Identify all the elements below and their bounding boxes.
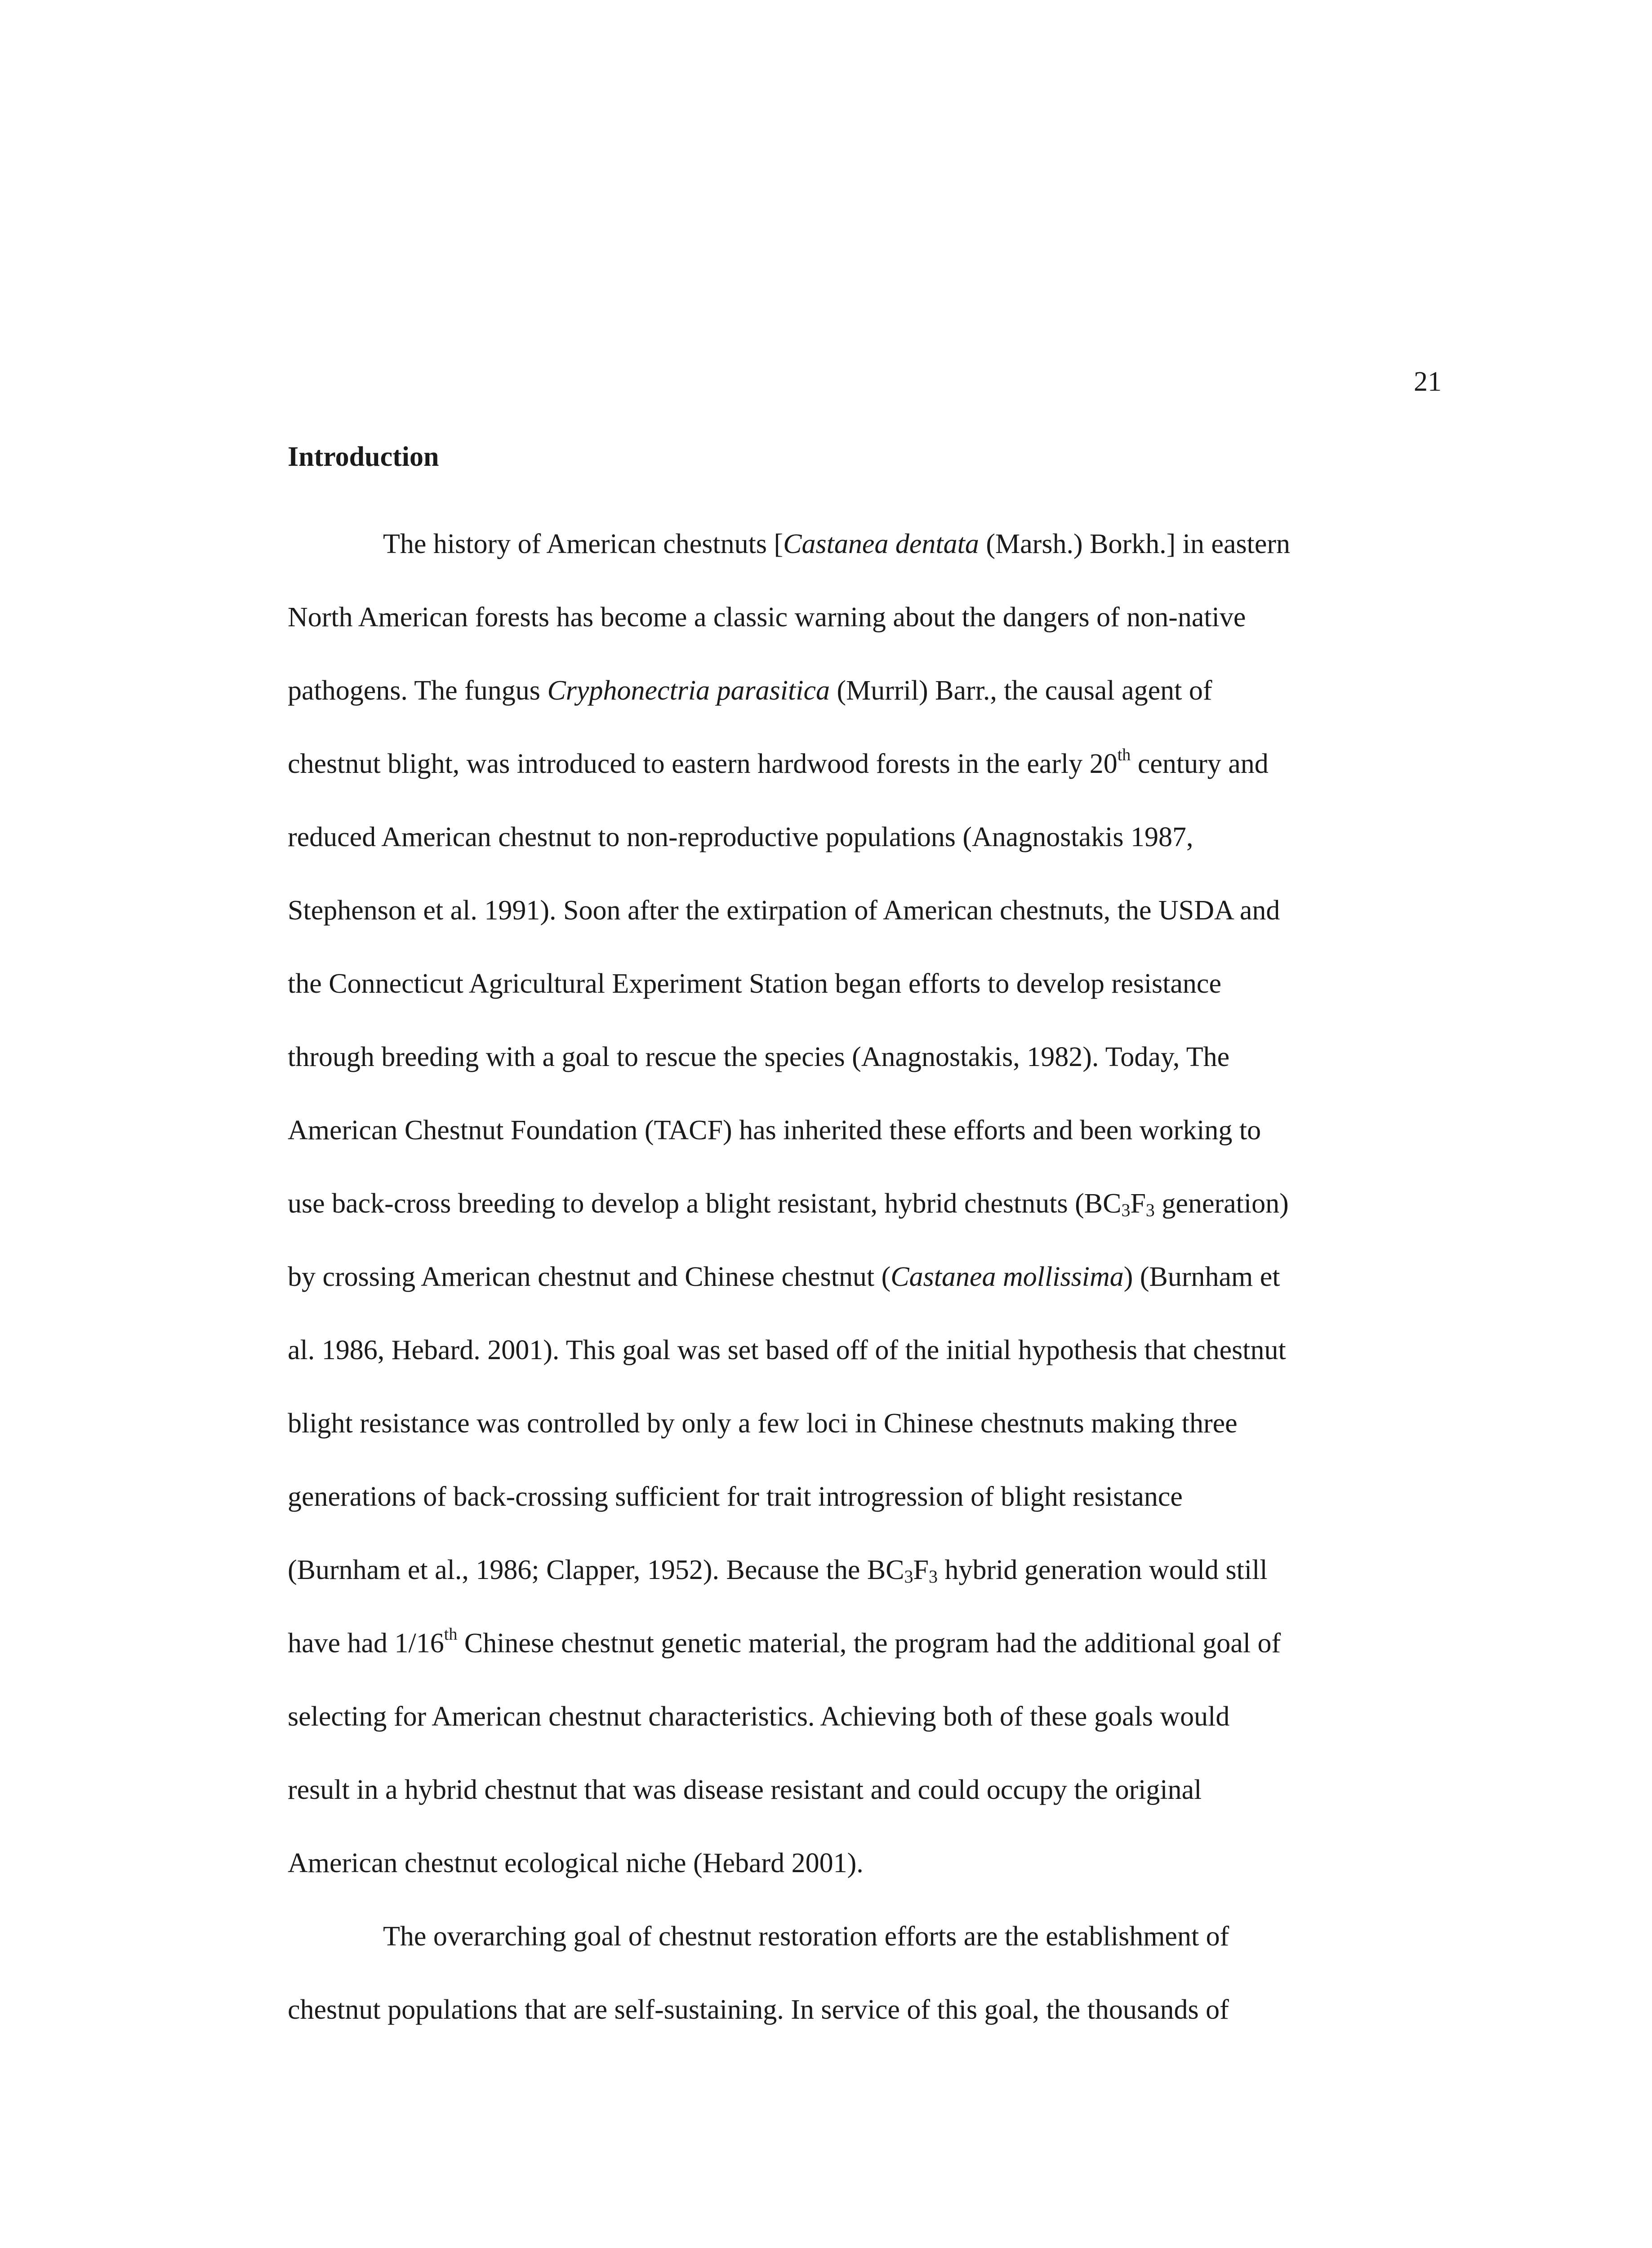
text-line: generations of back-crossing sufficient for trait introgression of blight resistance (288, 1481, 1183, 1512)
species-name: Castanea mollissima (891, 1262, 1124, 1292)
superscript: th (444, 1625, 458, 1644)
text-line: Stephenson et al. 1991). Soon after the extirpation of American chestnuts, the USDA and (288, 895, 1280, 926)
subscript: 3 (1145, 1200, 1155, 1220)
text-line: American Chestnut Foundation (TACF) has inherited these efforts and been working to (288, 1115, 1261, 1146)
superscript: th (1117, 745, 1131, 764)
text-line: American chestnut ecological niche (Hebard 2001). (288, 1848, 864, 1878)
text-line: al. 1986, Hebard. 2001). This goal was set based off of the initial hypothesis that chestnut (288, 1335, 1286, 1365)
text-line: result in a hybrid chestnut that was disease resistant and could occupy the original (288, 1775, 1202, 1805)
text-line: the Connecticut Agricultural Experiment Station began efforts to develop resistance (288, 968, 1221, 999)
text-line: North American forests has become a classic warning about the dangers of non-native (288, 602, 1246, 633)
text-line: (Burnham et al., 1986; Clapper, 1952). Because the $BC_3F_3$ hybrid generation would still (288, 1555, 1268, 1587)
text-line: The history of American chestnuts [Castanea dentata (Marsh.) Borkh.] in eastern (383, 529, 1291, 559)
section-heading: Introduction (288, 442, 439, 472)
text-line: have had 1/16th Chinese chestnut genetic material, the program had the additional goal of (288, 1625, 1281, 1659)
species-name: Castanea dentata (783, 529, 979, 559)
text-line: chestnut blight, was introduced to eastern hardwood forests in the early 20th century and (288, 745, 1269, 779)
text-line: pathogens. The fungus Cryphonectria parasitica (Murril) Barr., the causal agent of (288, 675, 1212, 706)
subscript: 3 (904, 1566, 913, 1587)
subscript: 3 (929, 1566, 938, 1587)
paragraph-2 (288, 1900, 1447, 2047)
text-line: selecting for American chestnut characteristics. Achieving both of these goals would (288, 1701, 1230, 1732)
species-name: Cryphonectria parasitica (547, 675, 830, 706)
paragraph-1 (288, 508, 1447, 1900)
page-number: 21 (1414, 366, 1442, 397)
text-line: by crossing American chestnut and Chinese chestnut (Castanea mollissima) (Burnham et (288, 1262, 1280, 1292)
text-line: blight resistance was controlled by only a few loci in Chinese chestnuts making three (288, 1408, 1238, 1439)
text-line: through breeding with a goal to rescue the species (Anagnostakis, 1982). Today, The (288, 1042, 1230, 1072)
text-line: use back-cross breeding to develop a blight resistant, hybrid chestnuts ($BC_3F_3$ generation) (288, 1188, 1289, 1220)
document-body (288, 443, 1447, 2047)
text-line: reduced American chestnut to non-reproductive populations (Anagnostakis 1987, (288, 822, 1193, 852)
text-line: The overarching goal of chestnut restoration efforts are the establishment of (383, 1921, 1229, 1952)
text-line: chestnut populations that are self-sustaining. In service of this goal, the thousands of (288, 1994, 1229, 2025)
subscript: 3 (1121, 1200, 1131, 1220)
